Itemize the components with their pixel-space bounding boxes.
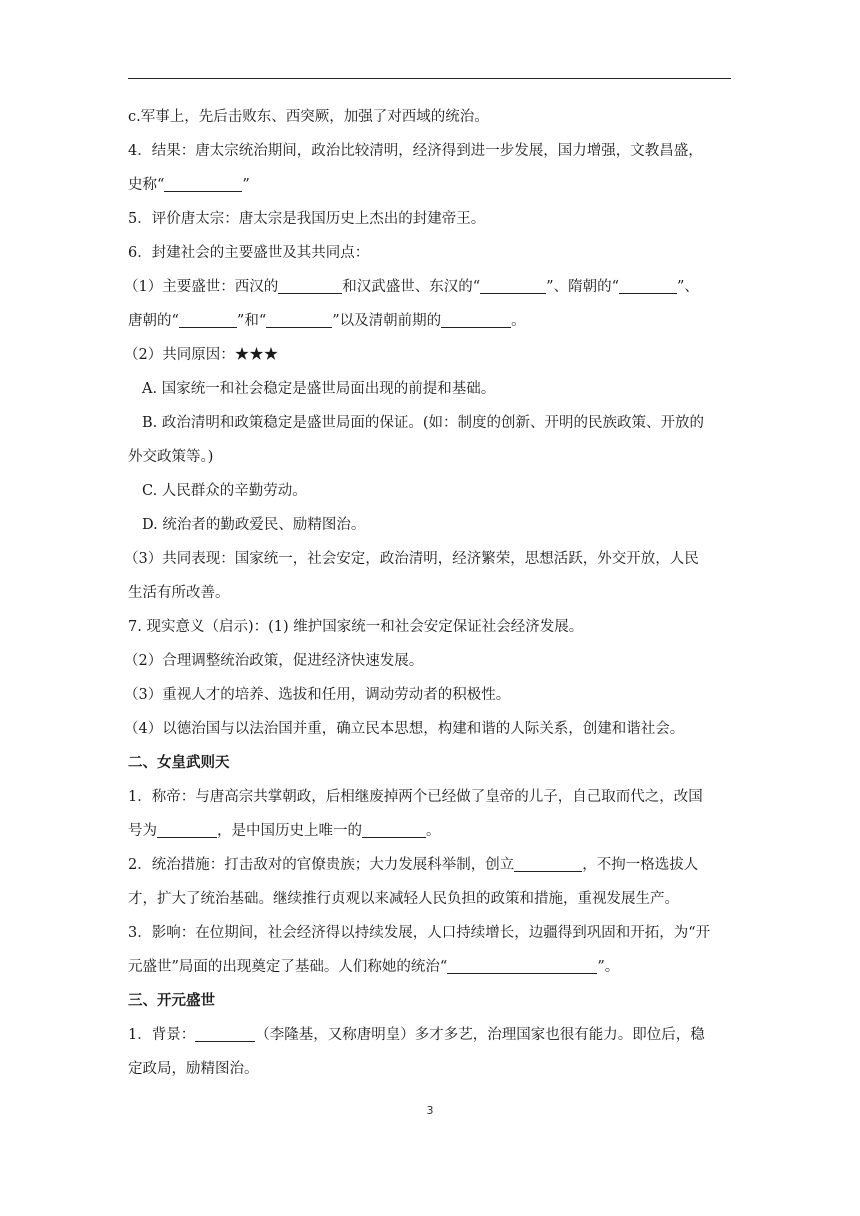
page-number: 3 (426, 1104, 434, 1117)
text-fragment: （1）主要盛世：西汉的 (124, 279, 279, 295)
fill-blank[interactable] (278, 277, 342, 294)
text-fragment: 元盛世”局面的出现奠定了基础。人们称她的统治“ (128, 959, 448, 975)
text-line (128, 848, 733, 882)
fill-blank[interactable] (157, 821, 217, 838)
fill-blank[interactable] (441, 311, 511, 328)
text-line: C. 人民群众的辛勤劳动。 (142, 483, 307, 499)
text-line: 6．封建社会的主要盛世及其共同点： (128, 245, 370, 261)
text-line (124, 270, 733, 304)
text-line: （2）合理调整统治政策，促进经济快速发展。 (124, 653, 424, 669)
fill-blank[interactable] (362, 821, 426, 838)
text-line: c.军事上，先后击败东、西突厥，加强了对西域的统治。 (128, 109, 489, 125)
text-line: （3）共同表现：国家统一，社会安定，政治清明，经济繁荣，思想活跃，外交开放，人民 (124, 551, 699, 567)
text-line: 外交政策等。) (128, 449, 214, 465)
text-fragment: 。 (426, 823, 441, 839)
text-fragment: ”。 (597, 959, 620, 975)
text-line: 1．称帝：与唐高宗共掌朝政，后相继废掉两个已经做了皇帝的儿子，自己取而代之，改国 (128, 789, 703, 805)
text-line: 3．影响：在位期间，社会经济得以持续发展，人口持续增长，边疆得到巩固和开拓，为“开 (128, 925, 711, 941)
text-line: 生活有所改善。 (128, 585, 230, 601)
page-content (124, 100, 733, 1086)
text-line: （3）重视人才的培养、选拔和任用，调动劳动者的积极性。 (124, 687, 511, 703)
text-line (128, 168, 733, 202)
text-fragment: ” (242, 177, 250, 193)
text-line: 5．评价唐太宗：唐太宗是我国历史上杰出的封建帝王。 (128, 211, 486, 227)
fill-blank[interactable] (195, 1025, 255, 1042)
fill-blank[interactable] (266, 311, 332, 328)
text-line: 7. 现实意义（启示)：(1) 维护国家统一和社会安定保证社会经济发展。 (128, 619, 584, 635)
text-fragment: （李隆基，又称唐明皇）多才多艺，治理国家也很有能力。即位后，稳 (255, 1027, 705, 1043)
text-fragment: ”、隋朝的“ (546, 279, 619, 295)
fill-blank[interactable] (447, 957, 597, 974)
text-fragment: 和汉武盛世、东汉的“ (342, 279, 481, 295)
text-fragment: 唐朝的“ (128, 313, 179, 329)
text-line: D. 统治者的勤政爱民、励精图治。 (142, 517, 366, 533)
text-line: 定政局，励精图治。 (128, 1061, 259, 1077)
fill-blank[interactable] (480, 277, 546, 294)
text-fragment: ，不拘一格选拔人 (582, 857, 699, 873)
text-fragment: 。 (511, 313, 526, 329)
text-line: 才，扩大了统治基础。继续推行贞观以来减轻人民负担的政策和措施，重视发展生产。 (128, 891, 679, 907)
text-line (128, 950, 733, 984)
text-line (128, 304, 733, 338)
text-fragment: 史称“ (128, 177, 165, 193)
fill-blank[interactable] (179, 311, 237, 328)
text-line (128, 1018, 733, 1052)
section-heading: 二、女皇武则天 (128, 755, 230, 771)
text-line (128, 814, 733, 848)
text-fragment: 号为 (128, 823, 157, 839)
text-fragment: ，是中国历史上唯一的 (217, 823, 362, 839)
header-rule (128, 78, 731, 79)
fill-blank[interactable] (164, 175, 242, 192)
text-line: （4）以德治国与以法治国并重，确立民本思想，构建和谐的人际关系，创建和谐社会。 (124, 721, 685, 737)
text-line: A. 国家统一和社会稳定是盛世局面出现的前提和基础。 (142, 381, 496, 397)
text-line: B. 政治清明和政策稳定是盛世局面的保证。(如：制度的创新、开明的民族政策、开放的 (142, 415, 705, 431)
fill-blank[interactable] (514, 855, 582, 872)
text-fragment: 2．统治措施：打击敌对的官僚贵族；大力发展科举制，创立 (128, 857, 515, 873)
text-fragment: ”、 (676, 279, 699, 295)
text-fragment: 1．背景： (128, 1027, 196, 1043)
text-line: （2）共同原因：★★★ (124, 347, 279, 363)
text-fragment: ”以及清朝前期的 (332, 313, 442, 329)
fill-blank[interactable] (619, 277, 677, 294)
text-line: 4．结果：唐太宗统治期间，政治比较清明，经济得到进一步发展，国力增强，文教昌盛， (128, 143, 703, 159)
section-heading: 三、开元盛世 (128, 993, 215, 1009)
text-fragment: ”和“ (236, 313, 267, 329)
